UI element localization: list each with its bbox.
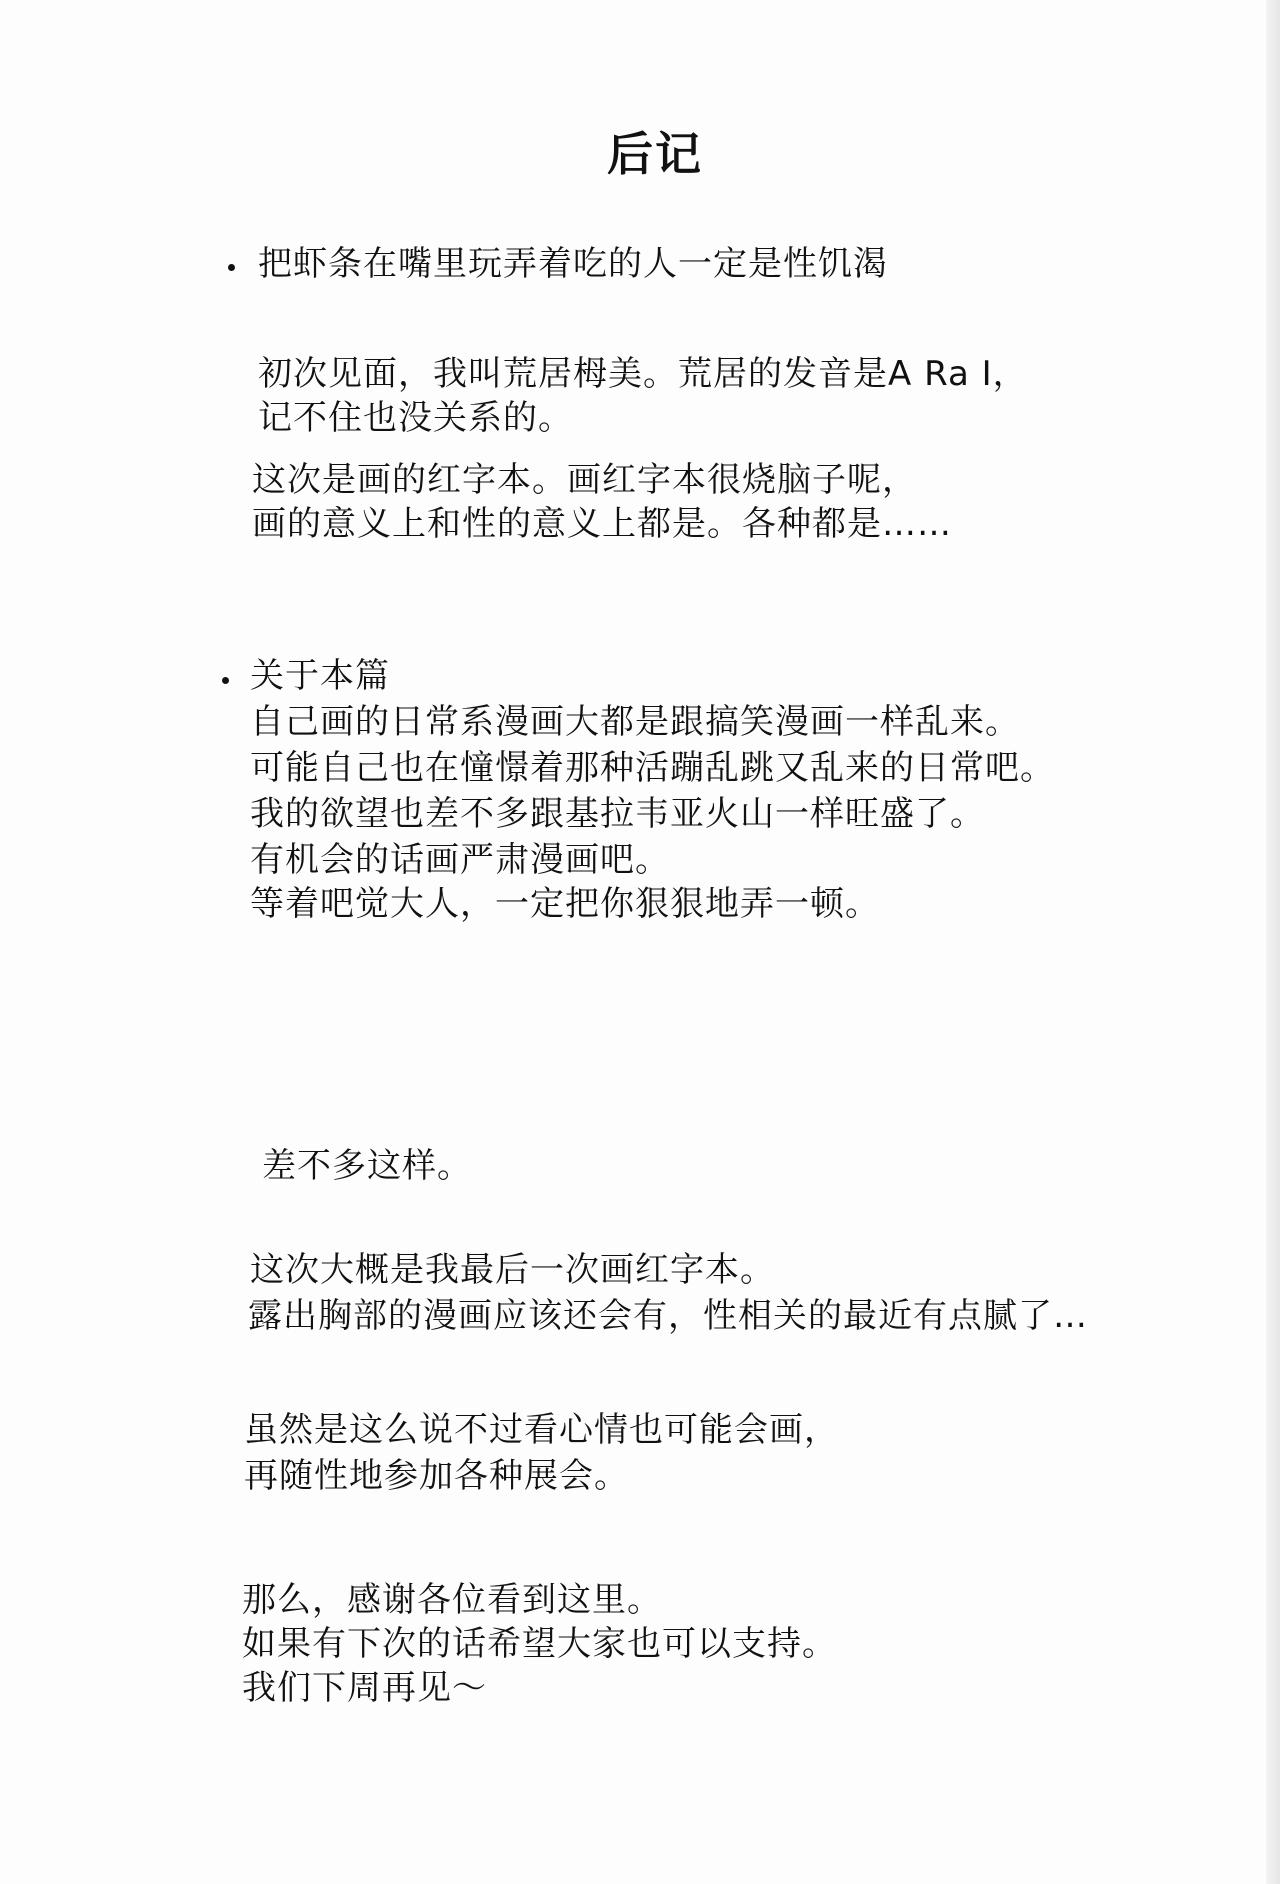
closing-para2-line: 再随性地参加各种展会。	[244, 1456, 629, 1496]
section2-line: 有机会的话画严肃漫画吧。	[250, 840, 670, 880]
closing-para1-line: 这次大概是我最后一次画红字本。	[250, 1250, 775, 1290]
section1-para2-line: 画的意义上和性的意义上都是。各种都是……	[252, 504, 952, 544]
section2-line: 自己画的日常系漫画大都是跟搞笑漫画一样乱来。	[250, 702, 1020, 742]
closing-para3-line: 我们下周再见～	[242, 1668, 487, 1708]
section1-para2-line: 这次是画的红字本。画红字本很烧脑子呢，	[252, 460, 917, 500]
page-title: 后记	[607, 127, 703, 181]
bullet-dot	[222, 677, 229, 684]
bullet-dot	[228, 264, 235, 271]
page-edge	[1266, 0, 1280, 1884]
section2-line: 等着吧觉大人，一定把你狠狠地弄一顿。	[250, 884, 880, 924]
section1-heading: 把虾条在嘴里玩弄着吃的人一定是性饥渴	[258, 244, 888, 284]
closing-line: 差不多这样。	[262, 1146, 472, 1186]
closing-para2-line: 虽然是这么说不过看心情也可能会画，	[244, 1410, 839, 1450]
closing-para3-line: 那么，感谢各位看到这里。	[242, 1580, 662, 1620]
section2-line: 我的欲望也差不多跟基拉韦亚火山一样旺盛了。	[250, 794, 985, 834]
closing-para1-line: 露出胸部的漫画应该还会有，性相关的最近有点腻了…	[248, 1296, 1088, 1336]
closing-para3-line: 如果有下次的话希望大家也可以支持。	[242, 1624, 837, 1664]
section1-para1-line: 记不住也没关系的。	[258, 398, 573, 438]
section2-line: 可能自己也在憧憬着那种活蹦乱跳又乱来的日常吧。	[250, 748, 1055, 788]
section2-heading: 关于本篇	[250, 656, 390, 696]
section1-para1-line: 初次见面，我叫荒居栂美。荒居的发音是A Ra I，	[258, 354, 1028, 394]
